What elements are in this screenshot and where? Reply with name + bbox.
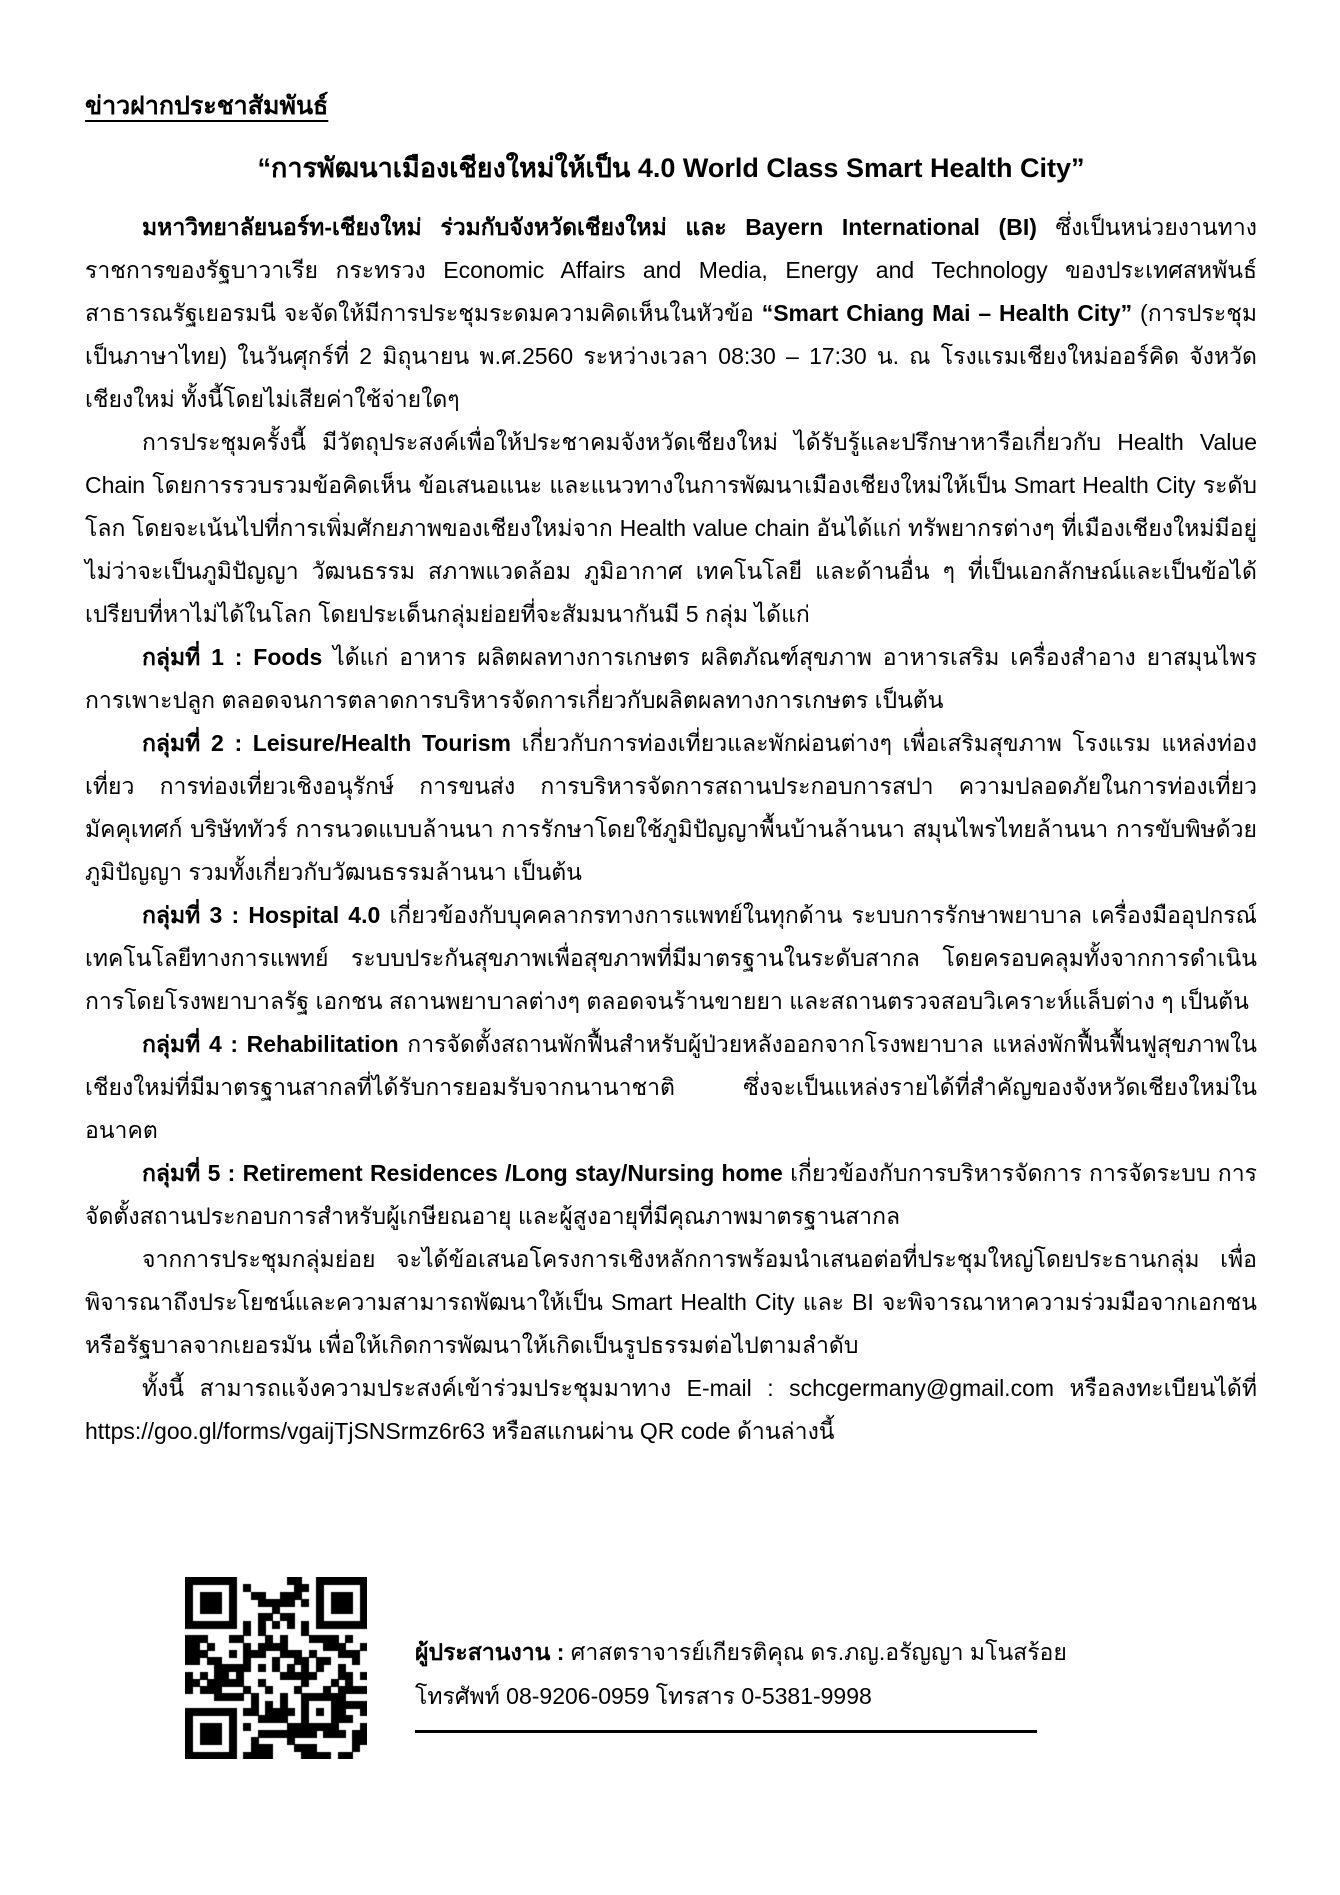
text-segment: ผู้ประสานงาน : [415,1639,565,1665]
text-segment: เกี่ยวกับการท่องเที่ยวและพักผ่อนต่างๆ เพื่อเสริมสุขภาพ โรงแรม แหล่งท่องเที่ยว การท่องเที่ยวเชิงอนุรักษ์ การขนส่ง การบริหารจัดการสถานประกอบการสปา ความปลอดภัยในการท่องเที่ยว มัคคุเทศก์ บริษัททัวร์ การนวดแบบล้านนา การรักษาโดยใช้ภูมิปัญญาพื้นบ้านล้านนา สมุนไพรไทยล้านนา การขับพิษด้วยภูมิปัญญา รวมทั้งเกี่ยวกับวัฒนธรรมล้านนา เป็นต้น [85,730,1257,885]
text-segment: เกี่ยวข้องกับบุคคลากรทางการแพทย์ในทุกด้าน ระบบการรักษาพยาบาล เครื่องมืออุปกรณ์ เทคโนโลยีทางการแพทย์ ระบบประกันสุขภาพเพื่อสุขภาพที่มีมาตรฐานในระดับสากล โดยครอบคลุมทั้งจากการดำเนินการโดยโรงพยาบาลรัฐ เอกชน สถานพยาบาลต่างๆ ตลอดจนร้านขายยา และสถานตรวจสอบวิเคราะห์แล็บต่าง ๆ เป็นต้น [85,902,1257,1014]
text-segment: ซึ่งเป็นหน่วยงานทางราชการของรัฐบาวาเรีย กระทรวง Economic Affairs and Media, Energy and Technology ของประเทศสหพันธ์สาธารณรัฐเยอรมนี จะจัดให้มีการประชุมระดมความคิดเห็นในหัวข้อ [85,214,1257,326]
text-segment: กลุ่มที่ 3 : Hospital 4.0 [142,902,381,928]
text-segment: เกี่ยวข้องกับการบริหารจัดการ การจัดระบบ การจัดตั้งสถานประกอบการสำหรับผู้เกษียณอายุ และผู้สูงอายุที่มีคุณภาพมาตรฐานสากล [85,1160,1257,1229]
paragraph [85,636,1257,722]
coordinator-line [415,1630,1067,1674]
text-segment: ศาสตราจารย์เกียรติคุณ ดร.ภญ.อรัญญา มโนสร้อย [564,1639,1067,1665]
text-segment: กลุ่มที่ 5 : Retirement Residences /Long stay/Nursing home [142,1160,783,1186]
paragraph [85,206,1257,421]
paragraph [85,1367,1257,1453]
document-header-label: ข่าวฝากประชาสัมพันธ์ [85,92,329,120]
paragraph [85,1238,1257,1367]
text-segment: หรือลงทะเบียนได้ที่ [1054,1375,1257,1401]
text-segment: (การประชุมเป็นภาษาไทย) ในวันศุกร์ที่ 2 มิถุนายน พ.ศ.2560 ระหว่างเวลา 08:30 – 17:30 น. ณ โรงแรมเชียงใหม่ออร์คิด จังหวัดเชียงใหม่ ทั้งนี้โดยไม่เสียค่าใช้จ่ายใดๆ [85,300,1257,412]
text-segment: กลุ่มที่ 1 : Foods [142,644,323,670]
phone-fax-line: โทรศัพท์ 08-9206-0959 โทรสาร 0-5381-9998 [415,1683,872,1709]
text-segment: กลุ่มที่ 4 : Rehabilitation [142,1031,399,1057]
paragraph [85,421,1257,636]
paragraph [85,1023,1257,1152]
text-segment: มหาวิทยาลัยนอร์ท-เชียงใหม่ ร่วมกับจังหวัดเชียงใหม่ และ Bayern International (BI) [142,214,1037,240]
text-segment: จากการประชุมกลุ่มย่อย จะได้ข้อเสนอโครงการเชิงหลักการพร้อมนำเสนอต่อที่ประชุมใหญ่โดยประธานกลุ่ม เพื่อพิจารณาถึงประโยชน์และความสามารถพัฒนาให้เป็น Smart Health City และ BI จะพิจารณาหาความร่วมมือจากเอกชนหรือรัฐบาลจากเยอรมัน เพื่อให้เกิดการพัฒนาให้เกิดเป็นรูปธรรมต่อไปตามลำดับ [85,1246,1257,1358]
text-segment: การประชุมครั้งนี้ มีวัตถุประสงค์เพื่อให้ประชาคมจังหวัดเชียงใหม่ ได้รับรู้และปรึกษาหารือเกี่ยวกับ Health Value Chain โดยการรวบรวมข้อคิดเห็น ข้อเสนอแนะ และแนวทางในการพัฒนาเมืองเชียงใหม่ให้เป็น Smart Health City ระดับโลก โดยจะเน้นไปที่การเพิ่มศักยภาพของเชียงใหม่จาก Health value chain อันได้แก่ ทรัพยากรต่างๆ ที่เมืองเชียงใหม่มีอยู่ ไม่ว่าจะเป็นภูมิปัญญา วัฒนธรรม สภาพแวดล้อม ภูมิอากาศ เทคโนโลยี และด้านอื่น ๆ ที่เป็นเอกลักษณ์และเป็นข้อได้เปรียบที่หาไม่ได้ในโลก โดยประเด็นกลุ่มย่อยที่จะสัมมนากันมี 5 กลุ่ม ได้แก่ [85,429,1257,627]
paragraph [85,722,1257,894]
text-segment: กลุ่มที่ 2 : Leisure/Health Tourism [142,730,511,756]
page-title: “การพัฒนาเมืองเชียงใหม่ให้เป็น 4.0 World Class Smart Health City” [257,153,1085,183]
text-segment: “Smart Chiang Mai – Health City” [761,300,1133,326]
body-paragraphs [85,206,1257,1453]
contact-block [415,1630,1067,1733]
qr-code-image [185,1577,367,1759]
text-segment: หรือสแกนผ่าน QR code ด้านล่างนี้ [485,1418,835,1444]
text-segment: ทั้งนี้ สามารถแจ้งความประสงค์เข้าร่วมประชุมมาทาง E-mail : [142,1375,790,1401]
registration-url: https://goo.gl/forms/vgaijTjSNSrmz6r63 [85,1418,486,1444]
text-segment: ได้แก่ อาหาร ผลิตผลทางการเกษตร ผลิตภัณฑ์สุขภาพ อาหารเสริม เครื่องสำอาง ยาสมุนไพร การเพาะปลูก ตลอดจนการตลาดการบริหารจัดการเกี่ยวกับผลิตผลทางการเกษตร เป็นต้น [85,644,1257,713]
text-segment: การจัดตั้งสถานพักฟื้นสำหรับผู้ป่วยหลังออกจากโรงพยาบาล แหล่งพักฟื้นฟื้นฟูสุขภาพในเชียงใหม่ที่มีมาตรฐานสากลที่ได้รับการยอมรับจากนานาชาติ ซึ่งจะเป็นแหล่งรายได้ที่สำคัญของจังหวัดเชียงใหม่ในอนาคต [85,1031,1257,1143]
qr-code [185,1577,367,1759]
email-address: schcgermany@gmail.com [789,1375,1055,1401]
paragraph [85,894,1257,1023]
paragraph [85,1152,1257,1238]
